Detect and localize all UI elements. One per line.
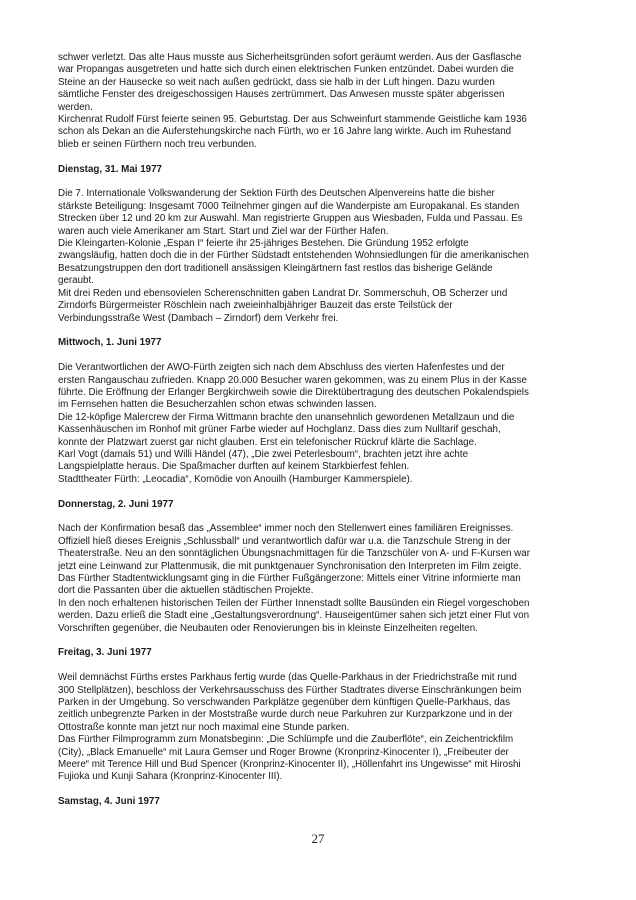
paragraph-line: schwer verletzt. Das alte Haus musste aus Sicherheitsgründen sofort geräumt werden. Aus der Gasflasche — [58, 52, 522, 63]
paragraph-line: Strecken über 12 und 20 km zur Auswahl. Man registrierte Gruppen aus Wiesbaden, Fulda und Passau. Es — [58, 213, 523, 225]
page-content — [58, 52, 622, 821]
paragraph-line: Vorschriften gegenüber, die Neubauten oder Renovierungen bis in kleinste Einzelheiten regelten. — [58, 622, 478, 634]
paragraph-line: Steine an der Hausecke so weit nach außen gedrückt, dass sie halb in der Luft hingen. Dazu wurden — [58, 76, 495, 88]
paragraph-line: Kirchenrat Rudolf Fürst feierte seinen 95. Geburtstag. Der aus Schweinfurt stammende Geistliche kam 1936 — [58, 114, 527, 126]
paragraph-line: geraubt. — [58, 275, 94, 287]
paragraph-line: In den noch erhaltenen historischen Teilen der Fürther Innenstadt sollte Bausünden ein Riegel vorgeschoben — [58, 597, 530, 609]
paragraph-line: Ottostraße konnte man jetzt nur noch maximal eine Stunde parken. — [58, 721, 350, 733]
paragraph-line: Nach der Konfirmation besaß das „Assemblee“ immer noch den Stellenwert eines familiären Ereignisses. — [58, 523, 514, 535]
paragraph-line: Langspielplatte heraus. Die Spaßmacher durften auf keinem Starkbierfest fehlen. — [58, 461, 410, 473]
section-heading: Freitag, 3. Juni 1977 — [58, 647, 152, 659]
paragraph-line: war Propangas ausgetreten und hatte sich durch einen elektrischen Funken entzündet. Dabei wurden die — [58, 64, 514, 76]
paragraph-line: konnte der Platzwart zuerst gar nicht glauben. Erst ein telefonischer Rückruf klärte die Sachlage. — [58, 436, 477, 448]
paragraph-line: werden. Dazu erließ die Stadt eine „Gestaltungsverordnung“. Hauseigentümer sahen sich jetzt einer Flut von — [58, 610, 530, 622]
paragraph-line: Stadttheater Fürth: „Leocadia“, Komödie von Anouilh (Hamburger Kammerspiele). — [58, 473, 413, 485]
paragraph — [58, 672, 622, 784]
paragraph-line: Die 12-köpfige Malercrew der Firma Wittmann brachte den unansehnlich gewordenen Metallzaun und die — [58, 411, 515, 423]
paragraph — [58, 52, 622, 151]
paragraph-line: Zirndorfs Bürgermeister Röschlein nach zweieinhalbjähriger Bauzeit das erste Teilstück der — [58, 300, 453, 312]
paragraph-line: Besatzungstruppen den dort traditionell ansässigen Kleingärtnern fast restlos das bisherige Gelände — [58, 262, 493, 274]
paragraph-line: jetzt eine Leinwand zur Plattenmusik, die mit punktgenauer Synchronisation den Interpreten im Film zeigte. — [58, 560, 522, 572]
paragraph-line: Die 7. Internationale Volkswanderung der Sektion Fürth des Deutschen Alpenvereins hatte die bisher — [58, 188, 495, 200]
paragraph-line: führte. Die Eröffnung der Erlanger Bergkirchweih sowie die Direktübertragung des deutschen Pokalendspiels — [58, 386, 529, 398]
paragraph-line: (City), „Black Emanuelle“ mit Laura Gemser und Roger Browne (Kronprinz-Kinocenter I), „Freibeuter der — [58, 746, 509, 758]
paragraph-line: dort die Passanten über die aktuellen städtischen Projekte. — [58, 585, 314, 597]
paragraph — [58, 362, 622, 486]
paragraph-line: Meere“ mit Terence Hill und Bud Spencer (Kronprinz-Kinocenter II), „Höllenfahrt ins Ungewisse“ mit Hiroshi — [58, 759, 521, 771]
paragraph-line: schon als Dekan an die Auferstehungskirche nach Fürth, wo er 16 Jahre lang wirkte. Auch im Ruhestand — [58, 126, 512, 138]
section-heading: Samstag, 4. Juni 1977 — [58, 796, 160, 808]
section-heading: Dienstag, 31. Mai 1977 — [58, 163, 163, 175]
paragraph-line: Verbindungsstraße West (Dambach – Zirndorf) dem Verkehr frei. — [58, 312, 339, 324]
paragraph-line: waren auch viele Amerikaner am Start. Start und Ziel war der Fürther Hafen. — [58, 225, 389, 237]
section-heading: Mittwoch, 1. Juni 1977 — [58, 337, 162, 349]
section-heading: Donnerstag, 2. Juni 1977 — [58, 498, 174, 510]
paragraph-line: Parken in der Umgebung. So verschwanden Parkplätze gegenüber dem künftigen Quelle-Parkhaus, das — [58, 697, 511, 708]
paragraph-line: Karl Vogt (damals 51) und Willi Händel (47), „Die zwei Peterlesboum“, brachten jetzt ihre achte — [58, 448, 469, 460]
paragraph-line: ersten Rangauschau zufrieden. Knapp 20.000 Besucher waren gekommen, was zu einem Plus in der Kasse — [58, 374, 527, 386]
paragraph-line: blieb er seinen Fürthern noch treu verbunden. — [58, 138, 257, 150]
paragraph-line: Mit drei Reden und ebensovielen Scherenschnitten gaben Landrat Dr. Sommerschuh, OB Scherzer und — [58, 287, 508, 299]
paragraph-line: sämtliche Fenster des dreigeschossigen Hauses zertrümmert. Das Anwesen musste später abgerissen — [58, 89, 505, 101]
paragraph-line: stärkste Beteiligung: Insgesamt 7000 Teilnehmer gingen auf die Wanderpiste am Europakanal. Es standen — [58, 200, 520, 212]
paragraph-line: Die Verantwortlichen der AWO-Fürth zeigten sich nach dem Abschluss des vierten Hafenfestes und der — [58, 362, 505, 374]
page-number: 27 — [311, 831, 325, 846]
paragraph — [58, 188, 622, 324]
paragraph — [58, 523, 622, 635]
paragraph-line: Das Fürther Stadtentwicklungsamt ging in die Fürther Fußgängerzone: Mittels einer Vitrine informierte man — [58, 572, 521, 584]
paragraph-line: Fujioka und Kunji Sahara (Kronprinz-Kinocenter III). — [58, 771, 283, 783]
paragraph-line: Die Kleingarten-Kolonie „Espan I“ feierte ihr 25-jähriges Bestehen. Die Gründung 1952 erfolgte — [58, 238, 469, 250]
paragraph-line: Kassenhäuschen im Ronhof mit grüner Farbe wieder auf Hochglanz. Dass dies zum Nulltarif geschah, — [58, 424, 501, 436]
paragraph-line: Weil demnächst Fürths erstes Parkhaus fertig wurde (das Quelle-Parkhaus in der Friedrichstraße mit rund — [58, 672, 517, 684]
paragraph-line: Das Fürther Filmprogramm zum Monatsbeginn: „Die Schlümpfe und die Zauberflöte“, ein Zeichentrickfilm — [58, 734, 514, 746]
paragraph-line: zeitlich unbegrenzte Parken in der Moststraße wurde durch neue Parkuhren zur Kurzparkzone und in der — [58, 709, 513, 721]
paragraph-line: im Fernsehen hatten die Besucherzahlen schon etwas schwinden lassen. — [58, 399, 377, 411]
paragraph-line: Offiziell hieß dieses Ereignis „Schlussball“ und verantwortlich dafür war u.a. die Tanzschule Streng in der — [58, 535, 511, 547]
paragraph-line: 300 Stellplätzen), beschloss der Verkehrsausschuss des Fürther Stadtrates diverse Einschränkungen beim — [58, 684, 522, 696]
paragraph-line: werden. — [58, 101, 93, 113]
paragraph-line: Theaterstraße. Neu an den sonntäglichen Übungsnachmittagen für die Tanzschüler von A- und F-Kursen war — [58, 548, 530, 560]
paragraph-line: zwangsläufig, hatten doch die in der Fürther Südstadt entstehenden Wohnsiedlungen für die amerikanischen — [58, 250, 529, 262]
